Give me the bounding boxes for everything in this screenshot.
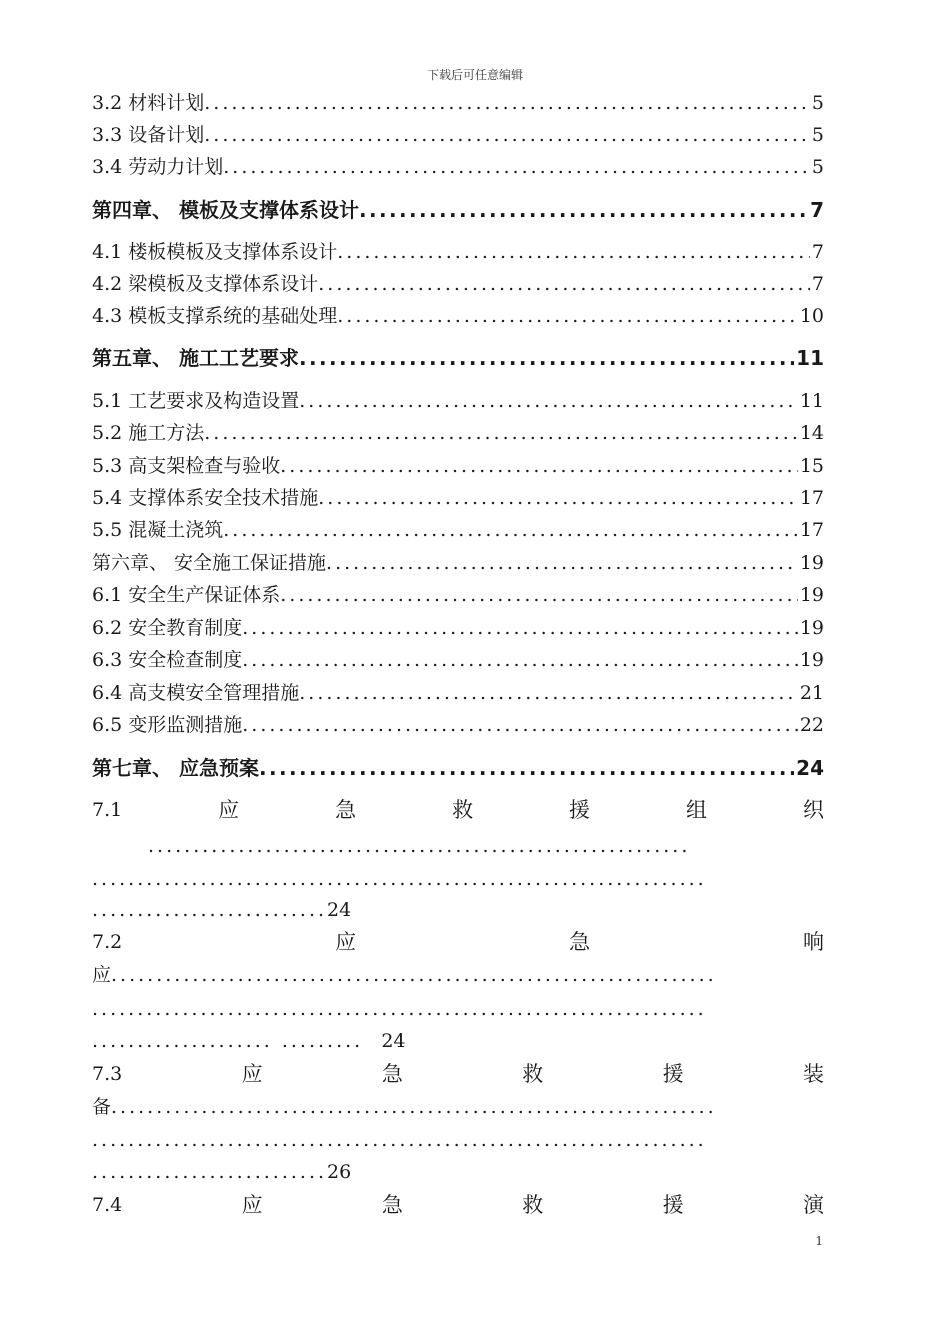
toc-entry-tail: ..........................26 [92,1161,352,1183]
toc-entry[interactable] [92,517,824,543]
toc-page-number: 14 [799,422,824,444]
label-char: 应 [241,1062,263,1086]
label-char: 援 [662,1193,684,1217]
section-number: 7.4 [92,1194,123,1216]
toc-entry-tail: .................... ......... 24 [92,1030,406,1052]
toc-page-number: 7 [810,198,824,222]
toc-entry[interactable] [92,122,824,148]
leader-dots [242,615,798,641]
toc-entry-justified[interactable] [92,797,824,823]
toc-entry-label: 6.4 高支模安全管理措施 [92,682,300,704]
toc-entry[interactable] [92,712,824,738]
toc-page-number: 24 [327,899,352,921]
toc-entry[interactable] [92,680,824,706]
leader-dots [280,582,798,608]
toc-page-number: 22 [799,714,824,736]
toc-chapter[interactable] [92,197,824,223]
toc-page-number: 21 [799,682,824,704]
toc-entry-tail: 应................................................................... [92,964,717,986]
section-number: 7.1 [92,799,123,821]
toc-entry-label: 6.3 安全检查制度 [92,649,243,671]
toc-page-number: 19 [799,584,824,606]
leader-dots [318,271,810,297]
toc-page-number: 17 [799,487,824,509]
toc-entry[interactable] [92,154,824,180]
leader-dots [204,420,798,446]
leader-dots [318,485,798,511]
toc-entry[interactable] [92,453,824,479]
label-char: 应 [92,964,112,986]
label-char: 装 [802,1062,824,1086]
toc-chapter-label: 第七章、 应急预案 [92,756,259,780]
toc-entry[interactable] [92,90,824,116]
toc-entry-justified[interactable] [92,929,824,955]
toc-page-number: 19 [799,552,824,574]
leader-dots [223,154,810,180]
toc-entry-justified[interactable] [92,1192,824,1218]
toc-entry-label: 6.1 安全生产保证体系 [92,584,281,606]
label-char: 救 [522,1193,544,1217]
label-char: 组 [685,798,707,822]
label-char: 急 [381,1062,403,1086]
toc-entry-label: 4.1 楼板模板及支撑体系设计 [92,241,338,263]
toc-page-number: 15 [799,455,824,477]
toc-page-number: 10 [799,305,824,327]
toc-chapter[interactable] [92,345,824,371]
leader-dots: .................................................................... [92,1129,707,1151]
leader-dots [326,550,798,576]
toc-entry[interactable] [92,239,824,265]
toc-entry[interactable] [92,303,824,329]
toc-page-number: 19 [799,649,824,671]
toc-entry[interactable] [92,485,824,511]
label-char: 应 [218,798,240,822]
leader-dots [299,345,794,371]
leader-dots: .................................................................... [92,868,707,890]
leader-dots [337,303,798,329]
toc-entry[interactable] [92,615,824,641]
toc-entry[interactable] [92,647,824,673]
leader-dots [299,388,798,414]
label-char: 救 [452,798,474,822]
toc-page-number: 5 [811,156,824,178]
toc-entry-label: 3.2 材料计划 [92,92,205,114]
toc-entry-label: 第六章、 安全施工保证措施 [92,552,327,574]
toc-entry-label: 5.5 混凝土浇筑 [92,519,224,541]
toc-entry-label: 5.3 高支架检查与验收 [92,455,281,477]
toc-chapter-label: 第五章、 施工工艺要求 [92,346,299,370]
label-char: 应 [335,930,357,954]
toc-page-number: 11 [796,346,824,370]
label-char: 应 [241,1193,263,1217]
toc-entry[interactable] [92,582,824,608]
leader-dots [280,453,798,479]
label-char: 响 [802,930,824,954]
toc-page-number: 24 [796,756,824,780]
leader-dots [223,517,798,543]
section-number: 7.2 [92,931,123,953]
label-char: 织 [802,798,824,822]
toc-entry-label: 6.5 变形监测措施 [92,714,243,736]
toc-entry-tail: ..........................24 [92,899,352,921]
section-number: 7.3 [92,1063,123,1085]
page-header: 下载后可任意编辑 [426,68,523,82]
toc-page-number: 24 [381,1030,406,1052]
toc-page-number: 11 [799,390,824,412]
toc-entry-tail: 备................................................................... [92,1096,717,1118]
toc-entry-justified[interactable] [92,1061,824,1087]
toc-page-number: 19 [799,617,824,639]
toc-entry-label: 6.2 安全教育制度 [92,617,243,639]
leader-dots [204,90,810,116]
label-char: 演 [802,1193,824,1217]
toc-page-number: 26 [327,1161,352,1183]
toc-chapter-label: 第四章、 模板及支撑体系设计 [92,198,359,222]
toc-entry-label: 4.3 模板支撑系统的基础处理 [92,305,338,327]
toc-page-number: 7 [811,273,824,295]
leader-dots [242,647,798,673]
label-char: 急 [335,798,357,822]
leader-dots: .................................................................... [92,998,707,1020]
toc-page-number: 7 [811,241,824,263]
leader-dots: ............................................................ [148,835,691,857]
toc-entry-label: 5.4 支撑体系安全技术措施 [92,487,319,509]
toc-page-number: 17 [799,519,824,541]
label-char: 援 [662,1062,684,1086]
toc-chapter[interactable] [92,755,824,781]
leader-dots [242,712,798,738]
label-char: 急 [381,1193,403,1217]
page-number: 1 [815,1234,823,1248]
label-char: 救 [522,1062,544,1086]
toc-entry[interactable] [92,271,824,297]
leader-dots [337,239,810,265]
toc-entry-label: 3.4 劳动力计划 [92,156,224,178]
leader-dots [359,197,808,223]
label-char: 备 [92,1096,112,1118]
toc-entry-label: 5.1 工艺要求及构造设置 [92,390,300,412]
label-char: 援 [569,798,591,822]
toc-entry[interactable] [92,420,824,446]
leader-dots [259,755,794,781]
leader-dots [204,122,810,148]
toc-page-number: 5 [811,124,824,146]
toc-page-number: 5 [811,92,824,114]
leader-dots [299,680,798,706]
toc-entry-label: 3.3 设备计划 [92,124,205,146]
label-char: 急 [569,930,591,954]
toc-entry-label: 5.2 施工方法 [92,422,205,444]
toc-entry[interactable] [92,550,824,576]
toc-entry-label: 4.2 梁模板及支撑体系设计 [92,273,319,295]
toc-entry[interactable] [92,388,824,414]
